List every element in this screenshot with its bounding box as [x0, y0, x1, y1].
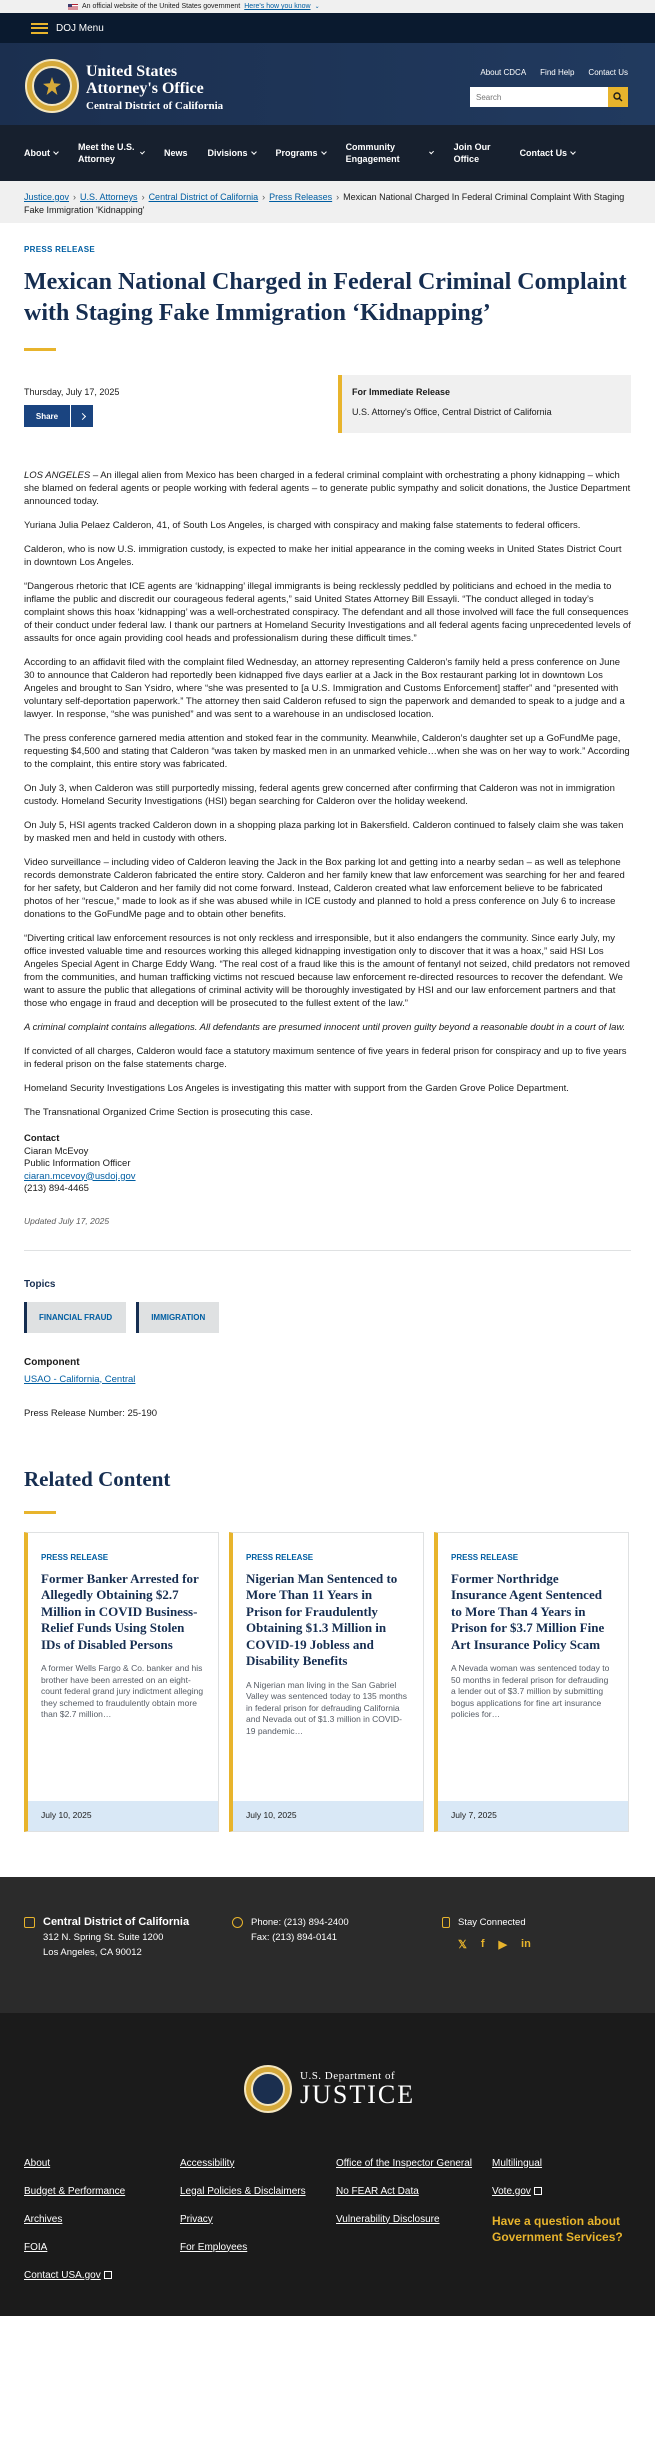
footer-link-oig[interactable]: Office of the Inspector General [336, 2157, 473, 2169]
us-flag-icon [68, 4, 78, 10]
usao-seal-logo[interactable] [25, 59, 79, 113]
footer-fax-text: Fax: (213) 894-0141 [251, 1931, 338, 1943]
external-link-icon [104, 2271, 112, 2279]
article-meta [24, 375, 631, 433]
article-paragraph: The Transnational Organized Crime Section is prosecuting this case. [24, 1107, 313, 1118]
breadcrumb-us-attorneys[interactable]: U.S. Attorneys [80, 192, 138, 202]
card-title[interactable]: Nigerian Man Sentenced to More Than 11 Years in Prison for Fraudulently Obtaining $1.3 Million in COVID-19 Jobless and Disability Benefits [246, 1570, 398, 1668]
site-name-line2: Attorney's Office [86, 80, 204, 97]
doj-seal-icon [244, 2065, 292, 2113]
contact-heading: Contact [24, 1133, 60, 1144]
article-paragraph: “Diverting critical law enforcement resources is not only reckless and irresponsible, but it also endangers the community. Since early July, my office invested valuable time and resources working this alleged kidnapping investigation only to discover that it was a hoax,” said HSI Los Angeles Special Agent in Charge Eddy Wang. “The real cost of a fraud like this is the amount of fentanyl not seized, child predators not removed from the communities, and human trafficking victims not rescued because law enforcement re-directed resources to recover the defendant. We want to assure the public that allegations of criminal activity will be thoroughly investigated by HSI and our law enforcement partners and that those who engage in fraud and deception will be prosecuted to the fullest extent of the law.” [24, 933, 630, 1009]
find-help-link[interactable]: Find Help [540, 68, 575, 77]
release-office: U.S. Attorney's Office, Central District of California [352, 407, 552, 417]
nav-item-label: Programs [275, 148, 318, 158]
topics-heading: Topics [24, 1278, 56, 1290]
footer-link-legal[interactable]: Legal Policies & Disclaimers [180, 2185, 306, 2197]
search-button[interactable] [608, 87, 628, 107]
nav-item-community-engagement[interactable] [346, 141, 454, 165]
card-summary: A Nigerian man living in the San Gabriel Valley was sentenced today to 135 months in federal prison for defrauding California and Nevada out of $1.3 million in COVID-19 pandemic… [246, 1679, 407, 1736]
doj-menu-label[interactable]: DOJ Menu [56, 22, 104, 34]
chevron-down-icon [251, 149, 257, 155]
footer-address-line2: Los Angeles, CA 90012 [43, 1946, 142, 1958]
search-icon [613, 92, 623, 102]
nav-item-label: Join Our Office [453, 142, 491, 164]
release-title: For Immediate Release [352, 387, 451, 397]
share-button[interactable] [24, 405, 93, 427]
article-paragraph: According to an affidavit filed with the complaint filed Wednesday, an attorney representing Calderon’s family held a press conference on June 30 to announce that Calderon had reportedly been kidnapped five days earlier at a Jack in the Box restaurant parking lot in downtown Los Angeles and brought to San Ysidro, where “she was presented to [a U.S. Immigration and Customs Enforcement] staffer” and “presented with voluntary self-deportation paperwork.” The attorney then said Calderon refused to sign the paperwork and demanded to speak to a judge and a lawyer. In response, “she was punished” and was sent to a warehouse in an undisclosed location. [24, 657, 625, 720]
site-name-line1: United States [86, 63, 178, 80]
contact-usa-gov-link[interactable]: Contact USA.gov [24, 2269, 101, 2281]
article-paragraph: On July 5, HSI agents tracked Calderon down in a shopping plaza parking lot in Bakersfield. Calderon continued to falsely claim she was taken by masked men and held in custody with others. [24, 820, 624, 844]
facebook-icon[interactable]: f [480, 1937, 485, 1950]
contact-block [24, 1133, 631, 1196]
footer-phone [232, 1915, 349, 1945]
contact-role: Public Information Officer [24, 1158, 131, 1169]
article-paragraph: Homeland Security Investigations Los Angeles is investigating this matter with support from the Garden Grove Police Department. [24, 1083, 569, 1094]
footer-address-line1: 312 N. Spring St. Suite 1200 [43, 1931, 164, 1943]
nav-item-contact-us[interactable] [520, 147, 578, 159]
x-twitter-icon[interactable]: 𝕏 [458, 1938, 467, 1951]
doj-logo-line1: U.S. Department of [300, 2069, 396, 2082]
nav-item-label: Divisions [207, 148, 248, 158]
nav-item-divisions[interactable] [208, 147, 276, 159]
related-cards [24, 1532, 631, 1832]
footer-link-no-fear[interactable]: No FEAR Act Data [336, 2185, 419, 2197]
article [0, 245, 655, 1832]
chevron-down-icon [140, 150, 145, 155]
main-navigation [0, 125, 655, 181]
nav-item-label: Contact Us [519, 148, 568, 158]
footer-link-vote[interactable]: Vote.gov [492, 2185, 531, 2197]
breadcrumb-press-releases[interactable]: Press Releases [269, 192, 333, 202]
nav-item-label: News [164, 148, 188, 158]
article-paragraph: “Dangerous rhetoric that ICE agents are ‘kidnapping’ illegal immigrants is being recklessly peddled by politicians and echoed in the media to inflame the public and discredit our courageous federal agents,” said United States Attorney Bill Essayli. “The conduct alleged in today’s complaint shows this hoax ‘kidnapping’ was a well-orchestrated conspiracy. The defendant and all those involved will face the full consequences of their conduct under federal law. I thank our partners at Homeland Security Investigations and all federal agents facing unprecedented levels of assaults for once again providing cool heads and professionalism during these difficult times.” [24, 581, 631, 644]
footer-link-privacy[interactable]: Privacy [180, 2213, 213, 2225]
component-link[interactable]: USAO - California, Central [24, 1373, 136, 1385]
phone-icon [232, 1917, 243, 1928]
utility-links [480, 68, 628, 77]
share-label: Share [35, 411, 59, 421]
footer-link-employees[interactable]: For Employees [180, 2241, 248, 2253]
article-paragraph: Video surveillance – including video of Calderon leaving the Jack in the Box parking lot and getting into a nearby sedan – as well as telephone records demonstrate Calderon fabricated the entire story. Calderon and her family knew that law enforcement was searching for her and feared for her safety, but Calderon and her family did not come forward. Instead, Calderon created what law enforcement believe to be fabricated photos of her “rescue,” made to look as if she was abused while in ICE custody and planned to hold a press conference on July 6 to increase donations to the GoFundMe page and to obtain other benefits. [24, 857, 625, 920]
related-card[interactable] [229, 1532, 424, 1832]
heres-how-you-know-link[interactable]: Here's how you know [244, 3, 311, 10]
contact-email-link[interactable]: ciaran.mcevoy@usdoj.gov [24, 1170, 136, 1182]
component-heading: Component [24, 1356, 80, 1368]
site-name[interactable] [86, 63, 223, 112]
article-paragraph [24, 1021, 631, 1034]
card-title[interactable]: Former Banker Arrested for Allegedly Obtaining $2.7 Million in COVID Business-Relief Funds Using Stolen IDs of Disabled Persons [41, 1570, 199, 1652]
nav-item-label: Meet the U.S. Attorney [78, 142, 135, 164]
topic-immigration[interactable]: IMMIGRATION [136, 1302, 219, 1333]
related-card[interactable] [24, 1532, 219, 1832]
card-kicker: PRESS RELEASE [41, 1552, 109, 1562]
nav-item-meet-us-attorney[interactable] [78, 141, 164, 165]
about-cdca-link[interactable]: About CDCA [480, 68, 527, 77]
divider [24, 1250, 631, 1251]
card-summary: A former Wells Fargo & Co. banker and his brother have been arrested on an eight-count federal grand jury indictment alleging they schemed to fraudulently obtain more than $2.7 million… [41, 1663, 204, 1719]
chevron-down-icon [53, 149, 59, 155]
breadcrumb-current: Mexican National Charged In Federal Criminal Complaint With Staging Fake Immigration 'Kidnapping' [24, 192, 625, 215]
doj-logo[interactable] [244, 2065, 415, 2113]
related-card[interactable] [434, 1532, 629, 1832]
footer-phone-text[interactable]: Phone: (213) 894-2400 [251, 1916, 349, 1928]
footer-link-multilingual[interactable]: Multilingual [492, 2157, 543, 2169]
card-date: July 10, 2025 [28, 1801, 218, 1831]
article-body [24, 469, 631, 1119]
page-title: Mexican National Charged in Federal Criminal Complaint with Staging Fake Immigration ‘Kidnapping’ [24, 269, 627, 326]
breadcrumb-separator: › [336, 192, 340, 202]
footer-link-about[interactable]: About [24, 2157, 51, 2169]
footer-link-foia[interactable]: FOIA [24, 2241, 48, 2253]
article-paragraph: On July 3, when Calderon was still purportedly missing, federal agents grew concerned after confirming that Calderon was not in immigration custody. Homeland Security Investigations (HSI) began searching for Calderon over the holiday weekend. [24, 783, 615, 807]
chevron-down-icon [429, 149, 434, 154]
linkedin-icon[interactable]: in [521, 1937, 531, 1950]
site-name-line3: Central District of California [86, 100, 224, 112]
nav-item-news[interactable] [164, 147, 208, 159]
chevron-right-icon [70, 405, 93, 427]
related-divider [24, 1511, 56, 1514]
breadcrumb-separator: › [262, 192, 266, 202]
nav-item-join-our-office[interactable] [454, 141, 520, 165]
gov-banner [0, 0, 655, 13]
hamburger-icon[interactable] [31, 23, 48, 34]
government-services-question: Have a question about Government Services? [492, 2213, 623, 2244]
chevron-down-icon [570, 149, 576, 155]
footer-office-title: Central District of California [43, 1915, 190, 1928]
footer-link-archives[interactable]: Archives [24, 2213, 63, 2225]
footer-link-budget[interactable]: Budget & Performance [24, 2185, 126, 2197]
article-paragraph: The press conference garnered media attention and stoked fear in the community. Meanwhile, Calderon’s daughter set up a GoFundMe page, requesting $4,500 and stating that Calderon “was taken by masked men in an unmarked vehicle…when she was on her way to work.” According to the complaint, this entire story was fabricated. [24, 733, 630, 770]
envelope-icon [24, 1917, 35, 1928]
breadcrumb-separator: › [73, 192, 77, 202]
breadcrumb [0, 181, 655, 223]
doj-logo-line2: JUSTICE [300, 2079, 416, 2109]
chevron-down-icon [321, 149, 327, 155]
stay-connected-label: Stay Connected [458, 1916, 526, 1928]
search-form [470, 87, 628, 107]
nav-item-about[interactable] [24, 147, 78, 159]
updated-date: Updated July 17, 2025 [24, 1215, 110, 1226]
footer-social [442, 1915, 531, 1951]
external-link-icon [534, 2187, 542, 2195]
article-paragraph: If convicted of all charges, Calderon would face a statutory maximum sentence of five years in federal prison for conspiracy and up to five years in federal prison on the false statements charge. [24, 1046, 627, 1070]
card-summary: A Nevada woman was sentenced today to 50 months in federal prison for defrauding a lender out of $3.7 million by submitting bogus applications for fine art insurance policies for… [451, 1663, 610, 1719]
mobile-icon [442, 1917, 450, 1928]
breadcrumb-justice-gov[interactable]: Justice.gov [24, 192, 70, 202]
card-kicker: PRESS RELEASE [246, 1552, 314, 1562]
contact-phone: (213) 894-4465 [24, 1183, 89, 1194]
nav-item-label: About [24, 148, 50, 158]
disclaimer-text: A criminal complaint contains allegations. All defendants are presumed innocent until proven guilty beyond a reasonable doubt in a court of law. [24, 1022, 626, 1033]
article-paragraph [24, 469, 631, 508]
youtube-icon[interactable]: ▶ [498, 1938, 508, 1951]
search-input[interactable] [470, 87, 608, 107]
card-date: July 10, 2025 [233, 1801, 423, 1831]
card-date: July 7, 2025 [438, 1801, 628, 1831]
card-kicker: PRESS RELEASE [451, 1552, 519, 1562]
article-date: Thursday, July 17, 2025 [24, 387, 120, 397]
dateline: LOS ANGELES [24, 470, 91, 481]
nav-item-label: Community Engagement [345, 142, 400, 164]
press-release-number: Press Release Number: 25-190 [24, 1407, 158, 1419]
topics-list [24, 1302, 631, 1333]
gov-banner-text: An official website of the United States government [82, 3, 241, 10]
chevron-down-icon: ⌄ [314, 4, 320, 10]
footer-link-vulnerability[interactable]: Vulnerability Disclosure [336, 2213, 440, 2225]
site-header [0, 43, 655, 125]
topic-financial-fraud[interactable]: FINANCIAL FRAUD [24, 1302, 126, 1333]
article-paragraph: Calderon, who is now U.S. immigration custody, is expected to make her initial appearance in the coming weeks in United States District Court in downtown Los Angeles. [24, 544, 622, 568]
related-content-heading: Related Content [24, 1466, 171, 1491]
footer-address [24, 1915, 189, 1960]
doj-menu-bar[interactable] [0, 13, 655, 43]
article-kicker: PRESS RELEASE [24, 245, 96, 254]
paragraph-text: – An illegal alien from Mexico has been charged in a federal criminal complaint with orchestrating a phony kidnapping – which she blamed on federal agents or people working with federal agents – to generate public sympathy and solicit donations, the Justice Department announced today. [24, 470, 631, 507]
breadcrumb-cdca[interactable]: Central District of California [148, 192, 259, 202]
release-box [338, 375, 631, 433]
contact-name: Ciaran McEvoy [24, 1145, 89, 1157]
contact-us-link[interactable]: Contact Us [588, 68, 628, 77]
breadcrumb-separator: › [141, 192, 145, 202]
article-paragraph: Yuriana Julia Pelaez Calderon, 41, of South Los Angeles, is charged with conspiracy and making false statements to federal officers. [24, 520, 581, 531]
nav-item-programs[interactable] [276, 147, 346, 159]
title-divider [24, 348, 56, 351]
footer-links [24, 2157, 631, 2283]
footer-link-accessibility[interactable]: Accessibility [180, 2157, 235, 2169]
doj-footer [0, 2013, 655, 2316]
card-title[interactable]: Former Northridge Insurance Agent Sentenced to More Than 4 Years in Prison for $3.7 Million Fine Art Insurance Policy Scam [451, 1570, 605, 1652]
office-footer [0, 1877, 655, 2013]
